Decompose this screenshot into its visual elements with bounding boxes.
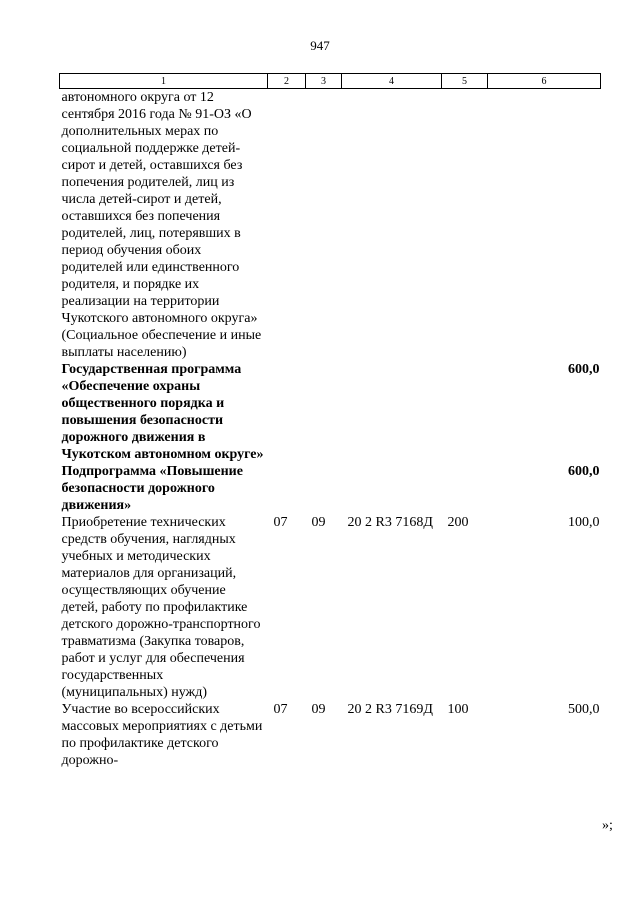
header-row [60, 74, 601, 89]
row-target-code [342, 89, 442, 362]
row-target-code: 20 2 R3 7169Д [347, 702, 433, 717]
table-row [60, 463, 601, 514]
row-name: Подпрограмма «Повышение безопасности дорожного движения» [61, 464, 243, 513]
header-col-5: 5 [442, 74, 488, 89]
row-amount: 500,0 [568, 702, 600, 717]
row-expense-type: 100 [447, 702, 469, 717]
row-subsection: 09 [311, 702, 326, 717]
table-row [60, 89, 601, 362]
row-name: Государственная программа «Обеспечение охраны общественного порядка и повышения безопасности дорожного движения в Чукотском автономном округе» [61, 362, 264, 462]
table-row [60, 361, 601, 463]
closing-quote-mark: »; [602, 818, 613, 833]
row-section [268, 361, 306, 463]
header-col-2: 2 [268, 74, 306, 89]
row-amount: 600,0 [568, 362, 600, 377]
table-header [60, 74, 601, 89]
header-col-1: 1 [60, 74, 268, 89]
row-subsection [306, 463, 342, 514]
row-target-code [342, 463, 442, 514]
row-expense-type: 200 [447, 515, 469, 530]
budget-table [59, 73, 601, 769]
row-expense-type [442, 463, 488, 514]
header-col-3: 3 [306, 74, 342, 89]
row-name: автономного округа от 12 сентября 2016 года № 91-ОЗ «О дополнительных мерах по социальной поддержке детей-сирот и детей, оставшихся без попечения родителей, лиц из числа детей-сирот и детей, оставшихся без попечения родителей, лиц, потерявших в период обучения обоих родителей или единственного родителя, и порядке их реализации на территории Чукотского автономного округа» (Социальное обеспечение и иные выплаты населению) [61, 90, 262, 360]
row-expense-type [442, 361, 488, 463]
row-section [268, 463, 306, 514]
row-section [268, 89, 306, 362]
row-subsection: 09 [311, 515, 326, 530]
row-expense-type [442, 89, 488, 362]
row-target-code: 20 2 R3 7168Д [347, 515, 433, 530]
row-amount: 600,0 [568, 464, 600, 479]
row-target-code [342, 361, 442, 463]
table-body [60, 89, 601, 770]
row-section: 07 [273, 702, 288, 717]
table-row [60, 514, 601, 701]
row-subsection [306, 89, 342, 362]
row-name: Приобретение технических средств обучения, наглядных учебных и методических материалов для организаций, осуществляющих обучение детей, работу по профилактике детского дорожно-транспортного травматизма (Закупка товаров, работ и услуг для обеспечения государственных (муниципальных) нужд) [61, 515, 261, 700]
row-amount: 100,0 [568, 515, 600, 530]
page-number: 947 [310, 38, 330, 53]
table-row [60, 701, 601, 769]
row-amount [488, 89, 601, 362]
row-section: 07 [273, 515, 288, 530]
row-subsection [306, 361, 342, 463]
row-name: Участие во всероссийских массовых мероприятиях с детьми по профилактике детского дорожно- [61, 702, 263, 768]
header-col-6: 6 [488, 74, 601, 89]
header-col-4: 4 [342, 74, 442, 89]
